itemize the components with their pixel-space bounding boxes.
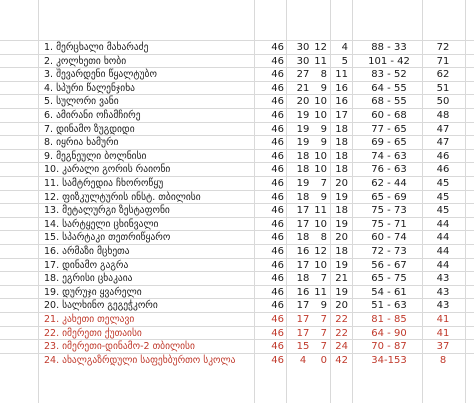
wins-cell[interactable]: 17 xyxy=(296,205,310,217)
goals-cell[interactable]: 62 - 44 xyxy=(371,178,407,189)
draws-cell[interactable]: 10 xyxy=(314,96,327,108)
losses-cell[interactable]: 19 xyxy=(335,286,348,298)
losses-cell[interactable]: 22 xyxy=(335,327,348,339)
wins-cell[interactable]: 17 xyxy=(296,327,310,339)
points-cell[interactable]: 46 xyxy=(436,150,450,162)
table-row xyxy=(0,149,474,163)
table-row xyxy=(0,285,474,299)
table-row xyxy=(0,54,474,68)
team-name[interactable]: 13. მეტალურგი ზესტაფონი xyxy=(44,205,170,217)
points-cell[interactable]: 44 xyxy=(436,232,450,244)
table-row xyxy=(0,135,474,149)
losses-cell[interactable]: 19 xyxy=(335,191,348,203)
points-cell[interactable]: 71 xyxy=(436,55,450,67)
draws-cell[interactable]: 10 xyxy=(314,218,327,230)
played-cell[interactable]: 46 xyxy=(271,137,284,149)
wins-cell[interactable]: 19 xyxy=(296,137,310,149)
draws-cell[interactable]: 7 xyxy=(320,341,327,353)
wins-cell[interactable]: 16 xyxy=(296,246,310,257)
table-row xyxy=(0,217,474,231)
team-name[interactable]: 15. სპარტაკი თეთრიწყარო xyxy=(44,232,171,244)
goals-cell[interactable]: 77 - 65 xyxy=(371,123,407,135)
losses-cell[interactable]: 16 xyxy=(335,82,348,94)
points-cell[interactable]: 72 xyxy=(436,42,450,53)
wins-cell[interactable]: 18 xyxy=(296,164,310,176)
goals-cell[interactable]: 68 - 55 xyxy=(371,96,407,108)
played-cell[interactable]: 46 xyxy=(271,96,284,108)
played-cell[interactable]: 46 xyxy=(271,55,284,67)
wins-cell[interactable]: 18 xyxy=(296,150,310,162)
draws-cell[interactable]: 10 xyxy=(314,259,327,271)
wins-cell[interactable]: 17 xyxy=(296,259,310,271)
table-row xyxy=(0,326,474,340)
losses-cell[interactable]: 19 xyxy=(335,259,348,271)
goals-cell[interactable]: 56 - 67 xyxy=(371,259,407,271)
losses-cell[interactable]: 20 xyxy=(335,178,348,189)
points-cell[interactable]: 45 xyxy=(436,205,450,217)
wins-cell[interactable]: 15 xyxy=(296,341,310,353)
table-row xyxy=(0,162,474,176)
draws-cell[interactable]: 9 xyxy=(320,300,327,312)
table-row xyxy=(0,81,474,95)
table-row xyxy=(0,230,474,244)
goals-cell[interactable]: 83 - 52 xyxy=(371,69,407,81)
draws-cell[interactable]: 7 xyxy=(320,273,327,285)
team-name[interactable]: 7. დინამო ზუგდიდი xyxy=(44,123,135,135)
wins-cell[interactable]: 30 xyxy=(296,55,310,67)
points-cell[interactable]: 46 xyxy=(436,164,450,176)
table-row xyxy=(0,353,474,367)
draws-cell[interactable]: 12 xyxy=(314,246,327,257)
draws-cell[interactable]: 8 xyxy=(320,69,327,81)
goals-cell[interactable]: 88 - 33 xyxy=(371,42,407,53)
played-cell[interactable]: 46 xyxy=(271,259,284,271)
table-row xyxy=(0,190,474,204)
team-name[interactable]: 6. ამირანი ოჩამჩირე xyxy=(44,110,141,121)
team-name[interactable]: 2. კოლხეთი ხობი xyxy=(44,55,127,67)
draws-cell[interactable]: 10 xyxy=(314,164,327,176)
points-cell[interactable]: 43 xyxy=(436,300,450,312)
table-row xyxy=(0,298,474,312)
losses-cell[interactable]: 18 xyxy=(335,246,348,257)
points-cell[interactable]: 50 xyxy=(436,96,450,108)
goals-cell[interactable]: 34-153 xyxy=(371,354,407,366)
team-name[interactable]: 17. დინამო გაგრა xyxy=(44,259,129,271)
draws-cell[interactable]: 9 xyxy=(320,191,327,203)
team-name[interactable]: 21. კახეთი თელავი xyxy=(44,314,135,325)
points-cell[interactable]: 43 xyxy=(436,286,450,298)
played-cell[interactable]: 46 xyxy=(271,218,284,230)
wins-cell[interactable]: 16 xyxy=(296,286,310,298)
team-name[interactable]: 24. ახალგაზრდული საფეხბურთო სკოლა xyxy=(44,354,236,366)
points-cell[interactable]: 48 xyxy=(436,110,450,121)
table-row xyxy=(0,67,474,81)
draws-cell[interactable]: 7 xyxy=(320,327,327,339)
played-cell[interactable]: 46 xyxy=(271,178,284,189)
points-cell[interactable]: 47 xyxy=(436,123,450,135)
points-cell[interactable]: 62 xyxy=(436,69,450,81)
team-name[interactable]: 4. სპური წალენჯიხა xyxy=(44,82,135,94)
team-name[interactable]: 12. ფიზკულტურის ინსტ. თბილისი xyxy=(44,191,201,203)
losses-cell[interactable]: 18 xyxy=(335,205,348,217)
played-cell[interactable]: 46 xyxy=(271,286,284,298)
losses-cell[interactable]: 5 xyxy=(341,55,348,67)
wins-cell[interactable]: 4 xyxy=(299,354,307,366)
losses-cell[interactable]: 20 xyxy=(335,300,348,312)
played-cell[interactable]: 46 xyxy=(271,205,284,217)
points-cell[interactable]: 41 xyxy=(436,314,450,325)
points-cell[interactable]: 51 xyxy=(436,82,450,94)
played-cell[interactable]: 46 xyxy=(271,164,284,176)
team-name[interactable]: 11. სამტრედია ჩხოროწყუ xyxy=(44,178,164,189)
losses-cell[interactable]: 18 xyxy=(335,164,348,176)
goals-cell[interactable]: 69 - 65 xyxy=(371,137,407,149)
goals-cell[interactable]: 65 - 75 xyxy=(371,273,407,285)
played-cell[interactable]: 46 xyxy=(271,341,284,353)
wins-cell[interactable]: 20 xyxy=(296,96,310,108)
played-cell[interactable]: 46 xyxy=(271,232,284,244)
team-name[interactable]: 8. იყრია ხამური xyxy=(44,137,119,149)
table-row xyxy=(0,176,474,190)
losses-cell[interactable]: 20 xyxy=(335,232,348,244)
points-cell[interactable]: 43 xyxy=(436,273,450,285)
wins-cell[interactable]: 18 xyxy=(296,191,310,203)
played-cell[interactable]: 46 xyxy=(271,354,284,366)
points-cell[interactable]: 44 xyxy=(436,259,450,271)
wins-cell[interactable]: 17 xyxy=(296,300,310,312)
team-name[interactable]: 22. იმერეთი ქუთაისი xyxy=(44,327,142,339)
losses-cell[interactable]: 11 xyxy=(335,69,348,81)
team-name[interactable]: 18. ეგრისი ცხაკაია xyxy=(44,273,133,285)
team-name[interactable]: 16. არმაზი მცხეთა xyxy=(44,246,130,257)
table-row xyxy=(0,40,474,54)
draws-cell[interactable]: 9 xyxy=(320,137,327,149)
draws-cell[interactable]: 10 xyxy=(314,110,327,121)
played-cell[interactable]: 46 xyxy=(271,42,284,53)
draws-cell[interactable]: 11 xyxy=(314,205,327,217)
goals-cell[interactable]: 70 - 87 xyxy=(371,341,407,353)
losses-cell[interactable]: 24 xyxy=(335,341,348,353)
table-row xyxy=(0,203,474,217)
losses-cell[interactable]: 17 xyxy=(335,110,348,121)
draws-cell[interactable]: 11 xyxy=(314,286,327,298)
table-row xyxy=(0,122,474,136)
wins-cell[interactable]: 27 xyxy=(296,69,310,81)
losses-cell[interactable]: 21 xyxy=(335,273,348,285)
goals-cell[interactable]: 64 - 55 xyxy=(371,82,407,94)
draws-cell[interactable]: 11 xyxy=(314,55,327,67)
draws-cell[interactable]: 0 xyxy=(320,354,327,366)
team-name[interactable]: 5. სულორი ვანი xyxy=(44,96,119,108)
points-cell[interactable]: 41 xyxy=(436,327,450,339)
points-cell[interactable]: 45 xyxy=(436,178,450,189)
goals-cell[interactable]: 75 - 73 xyxy=(371,205,407,217)
losses-cell[interactable]: 18 xyxy=(335,123,348,135)
team-name[interactable]: 19. დურუჯი ყვარელი xyxy=(44,286,142,298)
played-cell[interactable]: 46 xyxy=(271,123,284,135)
goals-cell[interactable]: 74 - 63 xyxy=(371,150,407,162)
played-cell[interactable]: 46 xyxy=(271,246,284,257)
points-cell[interactable]: 47 xyxy=(436,137,450,149)
goals-cell[interactable]: 76 - 63 xyxy=(371,164,407,176)
points-cell[interactable]: 37 xyxy=(436,341,450,353)
points-cell[interactable]: 44 xyxy=(436,246,450,257)
goals-cell[interactable]: 51 - 63 xyxy=(371,300,407,312)
table-row xyxy=(0,108,474,122)
team-name[interactable]: 20. სალხინო გეგეჭკორი xyxy=(44,300,158,312)
played-cell[interactable]: 46 xyxy=(271,273,284,285)
team-name[interactable]: 14. სარტყელი ცხინვალი xyxy=(44,218,159,230)
goals-cell[interactable]: 60 - 74 xyxy=(371,232,407,244)
goals-cell[interactable]: 72 - 73 xyxy=(371,246,407,257)
team-name[interactable]: 1. მერცხალი მახარაძე xyxy=(44,42,149,53)
points-cell[interactable]: 44 xyxy=(436,218,450,230)
goals-cell[interactable]: 60 - 68 xyxy=(371,110,407,121)
losses-cell[interactable]: 22 xyxy=(335,314,348,325)
goals-cell[interactable]: 75 - 71 xyxy=(371,218,407,230)
losses-cell[interactable]: 4 xyxy=(341,42,348,53)
team-name[interactable]: 10. კარალი გორის რაიონი xyxy=(44,164,171,176)
losses-cell[interactable]: 19 xyxy=(335,218,348,230)
draws-cell[interactable]: 7 xyxy=(320,178,327,189)
wins-cell[interactable]: 18 xyxy=(296,273,310,285)
draws-cell[interactable]: 7 xyxy=(320,314,327,325)
losses-cell[interactable]: 18 xyxy=(335,150,348,162)
table-row xyxy=(0,271,474,285)
wins-cell[interactable]: 17 xyxy=(296,218,310,230)
losses-cell[interactable]: 42 xyxy=(335,354,348,366)
wins-cell[interactable]: 19 xyxy=(296,110,310,121)
played-cell[interactable]: 46 xyxy=(271,150,284,162)
wins-cell[interactable]: 19 xyxy=(296,123,310,135)
draws-cell[interactable]: 9 xyxy=(320,82,327,94)
played-cell[interactable]: 46 xyxy=(271,300,284,312)
table-row xyxy=(0,244,474,258)
goals-cell[interactable]: 101 - 42 xyxy=(368,55,410,67)
wins-cell[interactable]: 17 xyxy=(296,314,310,325)
team-name[interactable]: 23. იმერეთი-დინამო-2 თბილისი xyxy=(44,341,195,353)
played-cell[interactable]: 46 xyxy=(271,191,284,203)
draws-cell[interactable]: 12 xyxy=(314,42,327,53)
goals-cell[interactable]: 81 - 85 xyxy=(371,314,407,325)
goals-cell[interactable]: 65 - 69 xyxy=(371,191,407,203)
table-row xyxy=(0,339,474,353)
draws-cell[interactable]: 9 xyxy=(320,123,327,135)
wins-cell[interactable]: 30 xyxy=(296,42,310,53)
team-name[interactable]: 9. მეგნეული ბოლნისი xyxy=(44,150,147,162)
points-cell[interactable]: 8 xyxy=(439,354,447,366)
team-name[interactable]: 3. შევარდენი წყალტუბო xyxy=(44,69,157,81)
table-row xyxy=(0,258,474,272)
draws-cell[interactable]: 8 xyxy=(320,232,327,244)
goals-cell[interactable]: 54 - 61 xyxy=(371,286,407,298)
goals-cell[interactable]: 64 - 90 xyxy=(371,327,407,339)
played-cell[interactable]: 46 xyxy=(271,327,284,339)
table-row xyxy=(0,94,474,108)
draws-cell[interactable]: 10 xyxy=(314,150,327,162)
losses-cell[interactable]: 16 xyxy=(335,96,348,108)
played-cell[interactable]: 46 xyxy=(271,314,284,325)
wins-cell[interactable]: 18 xyxy=(296,232,310,244)
table-row xyxy=(0,312,474,326)
played-cell[interactable]: 46 xyxy=(271,110,284,121)
points-cell[interactable]: 45 xyxy=(436,191,450,203)
losses-cell[interactable]: 18 xyxy=(335,137,348,149)
wins-cell[interactable]: 21 xyxy=(296,82,310,94)
played-cell[interactable]: 46 xyxy=(271,69,284,81)
wins-cell[interactable]: 19 xyxy=(296,178,310,189)
played-cell[interactable]: 46 xyxy=(271,82,284,94)
